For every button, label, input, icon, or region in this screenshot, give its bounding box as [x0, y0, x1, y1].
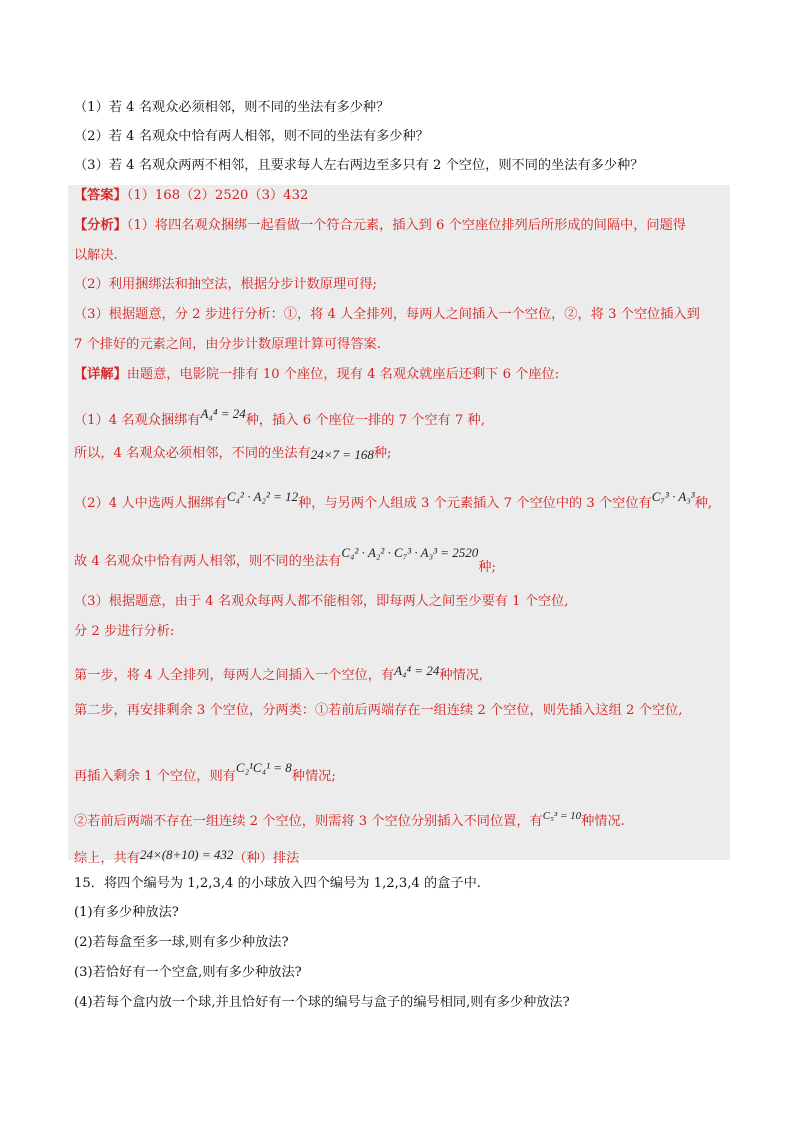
- detail-9-text-b: 种情况;: [291, 769, 336, 784]
- analysis-line-4: （3）根据题意，分 2 步进行分析：①，将 4 人全排列，每两人之间插入一个空位，②，将 3 个空位插入到: [74, 307, 700, 322]
- detail-intro: 由题意，电影院一排有 10 个座位，现有 4 名观众就座后还剩下 6 个座位:: [126, 367, 560, 382]
- detail-line-11: [74, 845, 299, 869]
- detail-2-text-b: 种;: [373, 446, 392, 461]
- formula-c53: C₅³ = 10: [542, 810, 582, 822]
- detail-1-text-a: （1）4 名观众捆绑有: [74, 413, 201, 428]
- formula-432: 24×(8+10) = 432: [139, 847, 234, 862]
- detail-3-text-c: 种,: [694, 496, 713, 511]
- detail-3-text-b: 种，与另两个人组成 3 个元素插入 7 个空位中的 3 个空位有: [298, 496, 652, 511]
- question-3: （3）若 4 名观众两两不相邻，且要求每人左右两边至多只有 2 个空位，则不同的坐法有多少种？: [74, 158, 644, 173]
- formula-2520: C₄² · A₂² · C₇³ · A₃³ = 2520: [341, 545, 479, 560]
- detail-line-7: [74, 661, 483, 686]
- detail-10-text-a: ②若前后两端不存在一组连续 2 个空位，则需将 3 个空位分别插入不同位置，有: [74, 814, 543, 829]
- problem-15-title: 15．将四个编号为 1,2,3,4 的小球放入四个编号为 1,2,3,4 的盒子中.: [74, 876, 481, 891]
- detail-intro-line: [74, 365, 559, 385]
- answer-text: （1）168（2）2520（3）432: [126, 188, 309, 203]
- answer-line: [74, 186, 308, 206]
- detail-line-3: [74, 487, 712, 514]
- answer-tag: 【答案】: [74, 188, 127, 203]
- analysis-tag: 【分析】: [74, 218, 127, 233]
- detail-10-text-b: 种情况.: [581, 814, 625, 829]
- detail-line-10: [74, 806, 625, 832]
- detail-line-9: [74, 758, 336, 787]
- question-1: （1）若 4 名观众必须相邻，则不同的坐法有多少种？: [74, 100, 390, 115]
- detail-line-4: [74, 543, 496, 578]
- formula-a44-24-step1: A₄⁴ = 24: [394, 663, 440, 678]
- analysis-line-2: 以解决.: [74, 248, 118, 263]
- detail-4-text-a: 故 4 名观众中恰有两人相邻，则不同的坐法有: [74, 554, 342, 569]
- formula-c42a22: C₄² · A₂² = 12: [226, 489, 299, 504]
- detail-4-text-b: 种;: [478, 560, 496, 575]
- problem-15-q1: (1)有多少种放法?: [74, 905, 179, 920]
- formula-c73a33: C₇³ · A₃³: [651, 489, 695, 504]
- analysis-text-1: （1）将四名观众捆绑一起看做一个符合元素，插入到 6 个空座位排列后所形成的间隔中，问题得: [126, 218, 686, 233]
- detail-line-6: 分 2 步进行分析:: [74, 624, 175, 639]
- detail-7-text-a: 第一步，将 4 人全排列，每两人之间插入一个空位，有: [74, 668, 395, 683]
- detail-11-text-b: （种）排法: [233, 851, 300, 866]
- detail-line-8: 第二步，再安排剩余 3 个空位，分两类：①若前后两端存在一组连续 2 个空位，则先插入这组 2 个空位,: [74, 703, 683, 718]
- detail-line-5: （3）根据题意，由于 4 名观众每两人都不能相邻，即每两人之间至少要有 1 个空位,: [74, 594, 569, 609]
- detail-3-text-a: （2）4 人中选两人捆绑有: [74, 496, 227, 511]
- detail-1-text-b: 种，插入 6 个座位一排的 7 个空有 7 种,: [245, 413, 485, 428]
- detail-line-1: [74, 404, 485, 431]
- detail-11-text-a: 综上，共有: [74, 851, 140, 866]
- problem-15-q3: (3)若恰好有一个空盒,则有多少种放法?: [74, 965, 302, 980]
- detail-9-text-a: 再插入剩余 1 个空位，则有: [74, 769, 236, 784]
- formula-a44-24: A₄⁴ = 24: [200, 406, 246, 421]
- detail-tag: 【详解】: [74, 367, 127, 382]
- analysis-line-3: （2）利用捆绑法和抽空法，根据分步计数原理可得;: [74, 277, 377, 292]
- detail-2-text-a: 所以，4 名观众必须相邻，不同的坐法有: [74, 446, 311, 461]
- problem-15-q4: (4)若每个盒内放一个球,并且恰好有一个球的编号与盒子的编号相同,则有多少种放法?: [74, 995, 570, 1010]
- analysis-line-1: [74, 216, 686, 236]
- formula-c21c41: C₂¹C₄¹ = 8: [235, 760, 292, 775]
- problem-15-q2: (2)若每盒至多一球,则有多少种放法?: [74, 935, 289, 950]
- formula-24x7: 24×7 = 168: [310, 447, 374, 462]
- analysis-line-5: 7 个排好的元素之间，由分步计数原理计算可得答案.: [74, 337, 381, 352]
- detail-7-text-b: 种情况,: [439, 668, 484, 683]
- question-2: （2）若 4 名观众中恰有两人相邻，则不同的坐法有多少种？: [74, 129, 429, 144]
- detail-line-2: [74, 444, 391, 465]
